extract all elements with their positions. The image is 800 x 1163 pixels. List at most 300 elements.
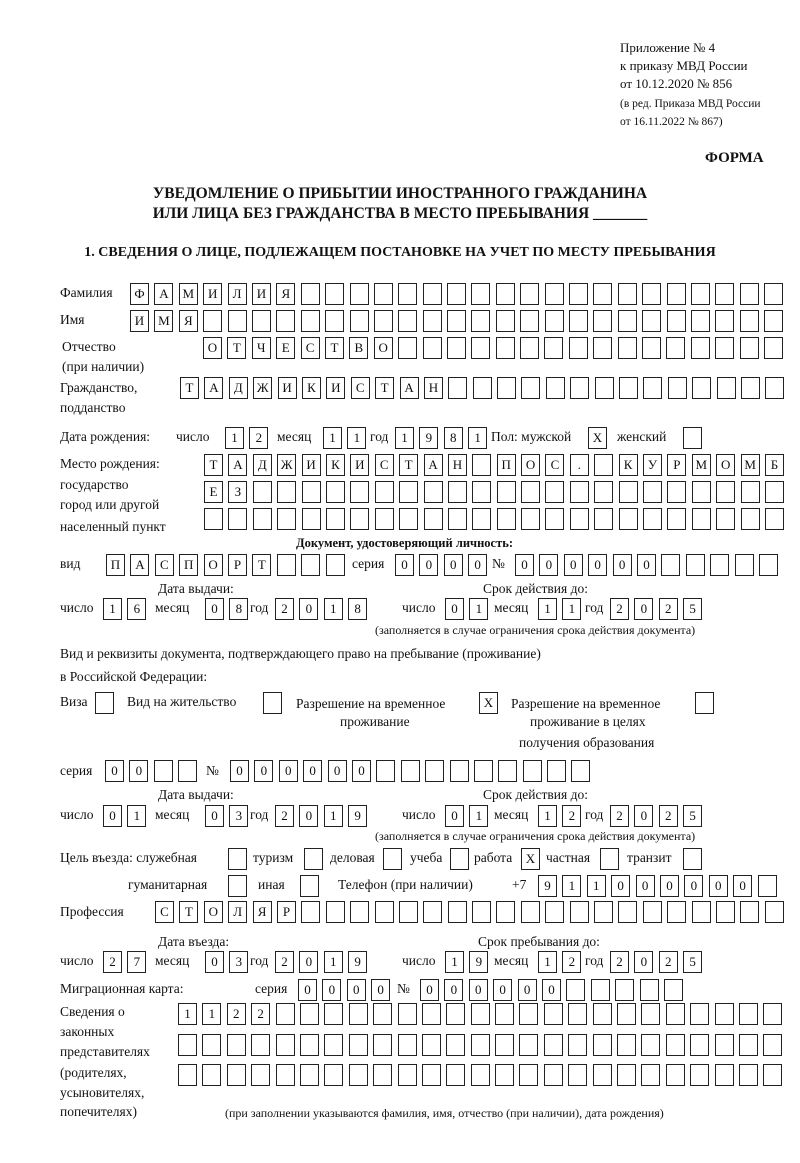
char-box[interactable] <box>350 481 369 503</box>
char-box[interactable] <box>617 1064 636 1086</box>
char-box[interactable] <box>569 283 588 305</box>
char-box[interactable] <box>326 508 345 530</box>
char-box[interactable]: 1 <box>587 875 606 897</box>
char-box[interactable] <box>277 554 296 576</box>
char-box[interactable]: 0 <box>328 760 347 782</box>
char-box[interactable]: 2 <box>610 805 629 827</box>
char-box[interactable] <box>253 481 272 503</box>
char-box[interactable]: 1 <box>469 805 488 827</box>
char-box[interactable] <box>471 1003 490 1025</box>
birthplace-boxes-3[interactable] <box>204 508 789 530</box>
char-box[interactable]: 2 <box>275 805 294 827</box>
char-box[interactable] <box>496 901 515 923</box>
char-box[interactable]: 1 <box>562 875 581 897</box>
char-box[interactable]: 0 <box>347 979 366 1001</box>
char-box[interactable] <box>399 901 418 923</box>
char-box[interactable]: Ж <box>277 454 296 476</box>
char-box[interactable] <box>252 310 271 332</box>
char-box[interactable] <box>301 554 320 576</box>
char-box[interactable]: И <box>278 377 297 399</box>
char-box[interactable] <box>228 848 247 870</box>
char-box[interactable] <box>373 1064 392 1086</box>
char-box[interactable] <box>765 508 784 530</box>
char-box[interactable]: Л <box>228 901 247 923</box>
char-box[interactable]: 1 <box>395 427 414 449</box>
char-box[interactable] <box>619 377 638 399</box>
char-box[interactable] <box>686 554 705 576</box>
char-box[interactable] <box>204 508 223 530</box>
month-boxes[interactable] <box>205 951 254 973</box>
char-box[interactable]: Я <box>179 310 198 332</box>
char-box[interactable]: 8 <box>348 598 367 620</box>
char-box[interactable]: М <box>179 283 198 305</box>
char-box[interactable]: Т <box>375 377 394 399</box>
char-box[interactable] <box>325 310 344 332</box>
char-box[interactable] <box>398 1064 417 1086</box>
char-box[interactable] <box>571 760 590 782</box>
char-box[interactable]: 0 <box>660 875 679 897</box>
char-box[interactable]: 2 <box>562 951 581 973</box>
char-box[interactable]: 0 <box>636 875 655 897</box>
char-box[interactable] <box>593 1003 612 1025</box>
char-box[interactable]: 0 <box>205 598 224 620</box>
char-box[interactable]: Р <box>667 454 686 476</box>
doc-series-boxes[interactable] <box>395 554 493 576</box>
char-box[interactable] <box>374 310 393 332</box>
char-box[interactable] <box>666 1064 685 1086</box>
char-box[interactable]: 2 <box>659 598 678 620</box>
char-box[interactable]: 1 <box>324 805 343 827</box>
char-box[interactable] <box>446 1034 465 1056</box>
char-box[interactable] <box>618 901 637 923</box>
char-box[interactable]: 0 <box>611 875 630 897</box>
char-box[interactable] <box>471 283 490 305</box>
char-box[interactable] <box>300 1003 319 1025</box>
char-box[interactable] <box>568 1064 587 1086</box>
char-box[interactable]: Ж <box>253 377 272 399</box>
char-box[interactable]: Е <box>204 481 223 503</box>
char-box[interactable]: 2 <box>610 951 629 973</box>
char-box[interactable] <box>350 310 369 332</box>
char-box[interactable]: С <box>351 377 370 399</box>
char-box[interactable]: 0 <box>634 598 653 620</box>
char-box[interactable] <box>326 481 345 503</box>
char-box[interactable] <box>300 875 319 897</box>
char-box[interactable] <box>666 1003 685 1025</box>
char-box[interactable]: 0 <box>733 875 752 897</box>
char-box[interactable]: И <box>203 283 222 305</box>
char-box[interactable]: 0 <box>303 760 322 782</box>
char-box[interactable] <box>666 337 685 359</box>
char-box[interactable] <box>203 310 222 332</box>
migration-series-boxes[interactable] <box>298 979 396 1001</box>
char-box[interactable] <box>519 1064 538 1086</box>
year-boxes[interactable] <box>275 805 373 827</box>
char-box[interactable]: 5 <box>683 805 702 827</box>
char-box[interactable]: 0 <box>637 554 656 576</box>
char-box[interactable] <box>498 760 517 782</box>
char-box[interactable] <box>446 1064 465 1086</box>
char-box[interactable]: К <box>302 377 321 399</box>
char-box[interactable]: С <box>155 554 174 576</box>
char-box[interactable] <box>324 1034 343 1056</box>
char-box[interactable] <box>568 1034 587 1056</box>
char-box[interactable]: 0 <box>299 805 318 827</box>
char-box[interactable]: 0 <box>299 598 318 620</box>
char-box[interactable]: У <box>643 454 662 476</box>
char-box[interactable] <box>349 1064 368 1086</box>
char-box[interactable]: 0 <box>709 875 728 897</box>
char-box[interactable] <box>227 1064 246 1086</box>
char-box[interactable]: Н <box>448 454 467 476</box>
purpose-work-checkbox[interactable] <box>521 848 545 870</box>
char-box[interactable] <box>763 1034 782 1056</box>
char-box[interactable]: 2 <box>103 951 122 973</box>
char-box[interactable] <box>643 481 662 503</box>
char-box[interactable] <box>690 1003 709 1025</box>
char-box[interactable] <box>423 901 442 923</box>
char-box[interactable] <box>227 1034 246 1056</box>
birth-year-boxes[interactable] <box>395 427 493 449</box>
char-box[interactable]: 0 <box>299 951 318 973</box>
char-box[interactable]: 2 <box>249 427 268 449</box>
char-box[interactable] <box>716 508 735 530</box>
char-box[interactable] <box>521 508 540 530</box>
char-box[interactable] <box>594 901 613 923</box>
char-box[interactable] <box>642 337 661 359</box>
day-boxes[interactable] <box>103 951 152 973</box>
char-box[interactable]: 0 <box>444 979 463 1001</box>
char-box[interactable]: 1 <box>324 951 343 973</box>
char-box[interactable] <box>710 554 729 576</box>
char-box[interactable]: 0 <box>469 979 488 1001</box>
char-box[interactable]: 0 <box>493 979 512 1001</box>
char-box[interactable]: 2 <box>562 805 581 827</box>
citizenship-boxes[interactable] <box>180 377 790 399</box>
char-box[interactable] <box>643 508 662 530</box>
char-box[interactable] <box>154 760 173 782</box>
char-box[interactable]: 3 <box>229 805 248 827</box>
char-box[interactable] <box>667 508 686 530</box>
year-boxes[interactable] <box>610 805 708 827</box>
char-box[interactable] <box>594 454 613 476</box>
char-box[interactable]: 0 <box>230 760 249 782</box>
char-box[interactable] <box>228 310 247 332</box>
char-box[interactable] <box>715 283 734 305</box>
char-box[interactable]: Т <box>179 901 198 923</box>
char-box[interactable] <box>570 901 589 923</box>
char-box[interactable]: 2 <box>275 598 294 620</box>
char-box[interactable] <box>642 283 661 305</box>
char-box[interactable]: 0 <box>105 760 124 782</box>
char-box[interactable] <box>641 1003 660 1025</box>
char-box[interactable]: Т <box>204 454 223 476</box>
char-box[interactable] <box>615 979 634 1001</box>
char-box[interactable]: О <box>204 554 223 576</box>
char-box[interactable]: 2 <box>275 951 294 973</box>
char-box[interactable]: Т <box>180 377 199 399</box>
char-box[interactable] <box>765 377 784 399</box>
char-box[interactable] <box>593 1064 612 1086</box>
char-box[interactable]: С <box>545 454 564 476</box>
doc-kind-boxes[interactable] <box>106 554 350 576</box>
char-box[interactable] <box>568 1003 587 1025</box>
char-box[interactable] <box>544 337 563 359</box>
char-box[interactable] <box>423 283 442 305</box>
rep-boxes-2[interactable] <box>178 1034 788 1056</box>
char-box[interactable]: Д <box>229 377 248 399</box>
char-box[interactable]: 0 <box>613 554 632 576</box>
char-box[interactable]: Д <box>253 454 272 476</box>
day-boxes[interactable] <box>445 951 494 973</box>
char-box[interactable]: С <box>301 337 320 359</box>
doc-number-boxes[interactable] <box>515 554 783 576</box>
char-box[interactable]: Ф <box>130 283 149 305</box>
char-box[interactable] <box>595 377 614 399</box>
char-box[interactable] <box>301 283 320 305</box>
char-box[interactable] <box>600 848 619 870</box>
phone-boxes[interactable] <box>538 875 782 897</box>
char-box[interactable]: О <box>374 337 393 359</box>
char-box[interactable]: И <box>130 310 149 332</box>
birth-month-boxes[interactable] <box>323 427 372 449</box>
char-box[interactable] <box>691 310 710 332</box>
char-box[interactable] <box>276 1064 295 1086</box>
char-box[interactable]: Р <box>277 901 296 923</box>
char-box[interactable]: К <box>619 454 638 476</box>
char-box[interactable] <box>448 377 467 399</box>
char-box[interactable] <box>472 508 491 530</box>
char-box[interactable] <box>401 760 420 782</box>
char-box[interactable] <box>251 1064 270 1086</box>
char-box[interactable] <box>302 481 321 503</box>
char-box[interactable]: О <box>204 901 223 923</box>
char-box[interactable] <box>570 377 589 399</box>
char-box[interactable] <box>349 1003 368 1025</box>
month-boxes[interactable] <box>538 805 587 827</box>
char-box[interactable]: О <box>716 454 735 476</box>
char-box[interactable] <box>594 508 613 530</box>
char-box[interactable]: 0 <box>419 554 438 576</box>
char-box[interactable]: 9 <box>419 427 438 449</box>
char-box[interactable] <box>375 481 394 503</box>
char-box[interactable]: 0 <box>515 554 534 576</box>
char-box[interactable]: 1 <box>202 1003 221 1025</box>
char-box[interactable] <box>544 1034 563 1056</box>
char-box[interactable] <box>740 283 759 305</box>
char-box[interactable] <box>202 1064 221 1086</box>
char-box[interactable] <box>474 760 493 782</box>
char-box[interactable] <box>691 283 710 305</box>
char-box[interactable] <box>496 337 515 359</box>
char-box[interactable]: 0 <box>542 979 561 1001</box>
temp-edu-checkbox[interactable] <box>695 692 719 714</box>
char-box[interactable]: Я <box>253 901 272 923</box>
char-box[interactable] <box>593 283 612 305</box>
char-box[interactable]: А <box>228 454 247 476</box>
char-box[interactable] <box>422 1034 441 1056</box>
char-box[interactable]: А <box>400 377 419 399</box>
char-box[interactable]: М <box>692 454 711 476</box>
char-box[interactable] <box>642 310 661 332</box>
char-box[interactable] <box>667 901 686 923</box>
char-box[interactable] <box>640 979 659 1001</box>
char-box[interactable]: 2 <box>227 1003 246 1025</box>
char-box[interactable] <box>383 848 402 870</box>
char-box[interactable] <box>692 481 711 503</box>
birth-day-boxes[interactable] <box>225 427 274 449</box>
char-box[interactable]: 0 <box>322 979 341 1001</box>
char-box[interactable]: Т <box>252 554 271 576</box>
char-box[interactable]: А <box>424 454 443 476</box>
char-box[interactable] <box>398 1003 417 1025</box>
char-box[interactable]: 1 <box>103 598 122 620</box>
char-box[interactable] <box>690 1034 709 1056</box>
char-box[interactable]: 9 <box>538 875 557 897</box>
char-box[interactable]: 3 <box>229 951 248 973</box>
char-box[interactable]: 1 <box>347 427 366 449</box>
char-box[interactable] <box>448 481 467 503</box>
char-box[interactable] <box>228 875 247 897</box>
char-box[interactable] <box>375 508 394 530</box>
char-box[interactable] <box>764 310 783 332</box>
char-box[interactable]: 0 <box>518 979 537 1001</box>
char-box[interactable] <box>683 427 702 449</box>
char-box[interactable] <box>276 310 295 332</box>
char-box[interactable] <box>251 1034 270 1056</box>
char-box[interactable]: 0 <box>254 760 273 782</box>
char-box[interactable]: 7 <box>127 951 146 973</box>
char-box[interactable] <box>758 875 777 897</box>
char-box[interactable] <box>277 508 296 530</box>
char-box[interactable]: 0 <box>539 554 558 576</box>
char-box[interactable] <box>668 377 687 399</box>
char-box[interactable]: X <box>588 427 607 449</box>
year-boxes[interactable] <box>275 598 373 620</box>
char-box[interactable] <box>326 901 345 923</box>
char-box[interactable]: О <box>521 454 540 476</box>
char-box[interactable]: 9 <box>348 951 367 973</box>
char-box[interactable]: 1 <box>538 598 557 620</box>
char-box[interactable]: А <box>204 377 223 399</box>
char-box[interactable] <box>618 337 637 359</box>
char-box[interactable]: 0 <box>684 875 703 897</box>
char-box[interactable] <box>471 310 490 332</box>
char-box[interactable] <box>570 481 589 503</box>
char-box[interactable] <box>735 554 754 576</box>
char-box[interactable] <box>376 760 395 782</box>
char-box[interactable] <box>398 337 417 359</box>
birthplace-boxes-1[interactable] <box>204 454 789 476</box>
char-box[interactable] <box>228 508 247 530</box>
char-box[interactable] <box>765 481 784 503</box>
char-box[interactable] <box>178 1064 197 1086</box>
char-box[interactable]: 9 <box>348 805 367 827</box>
char-box[interactable]: 1 <box>127 805 146 827</box>
char-box[interactable] <box>739 1064 758 1086</box>
char-box[interactable] <box>326 554 345 576</box>
char-box[interactable] <box>472 481 491 503</box>
char-box[interactable] <box>448 901 467 923</box>
char-box[interactable]: 1 <box>562 598 581 620</box>
visa-checkbox[interactable] <box>95 692 119 714</box>
char-box[interactable]: 0 <box>352 760 371 782</box>
char-box[interactable] <box>519 1034 538 1056</box>
temp-residence-checkbox[interactable] <box>479 692 503 714</box>
char-box[interactable] <box>276 1003 295 1025</box>
day-boxes[interactable] <box>103 805 152 827</box>
char-box[interactable]: И <box>302 454 321 476</box>
char-box[interactable] <box>692 508 711 530</box>
char-box[interactable] <box>497 481 516 503</box>
char-box[interactable] <box>617 1034 636 1056</box>
char-box[interactable]: 2 <box>251 1003 270 1025</box>
char-box[interactable] <box>667 310 686 332</box>
char-box[interactable] <box>717 377 736 399</box>
name-boxes[interactable] <box>130 310 789 332</box>
char-box[interactable] <box>398 1034 417 1056</box>
char-box[interactable] <box>690 1064 709 1086</box>
char-box[interactable]: 1 <box>468 427 487 449</box>
char-box[interactable] <box>545 283 564 305</box>
char-box[interactable] <box>544 1064 563 1086</box>
char-box[interactable] <box>472 901 491 923</box>
char-box[interactable] <box>423 337 442 359</box>
char-box[interactable] <box>570 508 589 530</box>
char-box[interactable] <box>691 337 710 359</box>
char-box[interactable]: X <box>479 692 498 714</box>
char-box[interactable] <box>302 508 321 530</box>
char-box[interactable]: 0 <box>564 554 583 576</box>
char-box[interactable] <box>519 1003 538 1025</box>
char-box[interactable]: Ч <box>252 337 271 359</box>
char-box[interactable]: 0 <box>103 805 122 827</box>
char-box[interactable]: 1 <box>445 951 464 973</box>
char-box[interactable] <box>300 1064 319 1086</box>
char-box[interactable] <box>399 508 418 530</box>
char-box[interactable] <box>301 901 320 923</box>
surname-boxes[interactable] <box>130 283 789 305</box>
char-box[interactable]: А <box>154 283 173 305</box>
char-box[interactable] <box>545 901 564 923</box>
char-box[interactable] <box>520 283 539 305</box>
char-box[interactable] <box>643 377 662 399</box>
char-box[interactable]: П <box>106 554 125 576</box>
sex-female-checkbox[interactable] <box>683 427 707 449</box>
char-box[interactable] <box>715 310 734 332</box>
char-box[interactable] <box>447 310 466 332</box>
char-box[interactable] <box>398 283 417 305</box>
char-box[interactable] <box>324 1064 343 1086</box>
char-box[interactable]: В <box>349 337 368 359</box>
char-box[interactable]: 0 <box>634 805 653 827</box>
char-box[interactable] <box>593 337 612 359</box>
char-box[interactable] <box>545 508 564 530</box>
birthplace-boxes-2[interactable] <box>204 481 789 503</box>
profession-boxes[interactable] <box>155 901 789 923</box>
residence-permit-checkbox[interactable] <box>263 692 287 714</box>
month-boxes[interactable] <box>538 598 587 620</box>
char-box[interactable] <box>759 554 778 576</box>
char-box[interactable] <box>740 901 759 923</box>
char-box[interactable] <box>324 1003 343 1025</box>
char-box[interactable] <box>263 692 282 714</box>
char-box[interactable] <box>545 481 564 503</box>
char-box[interactable] <box>617 1003 636 1025</box>
char-box[interactable] <box>667 283 686 305</box>
char-box[interactable] <box>325 283 344 305</box>
char-box[interactable]: Е <box>276 337 295 359</box>
